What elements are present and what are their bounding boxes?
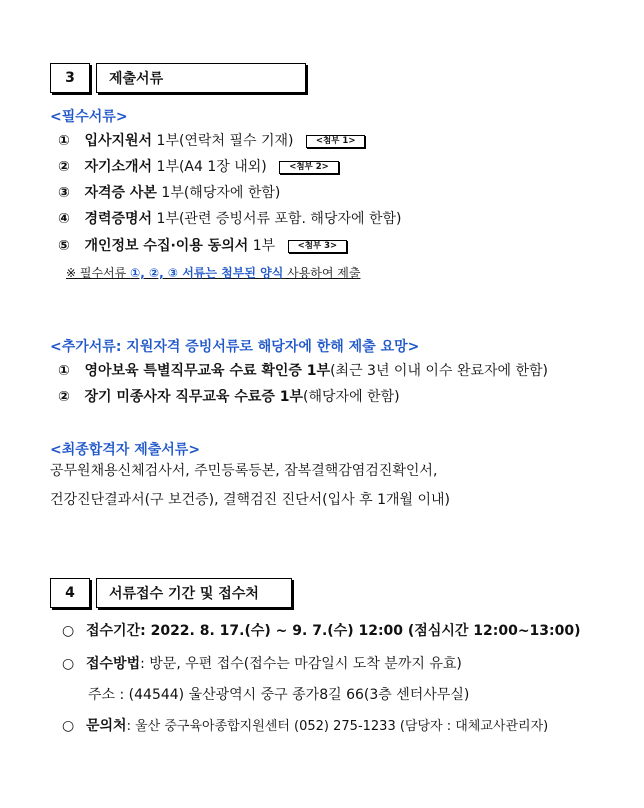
section-number: 3 [50, 63, 90, 93]
section-title: 서류접수 기간 및 접수처 [96, 578, 292, 608]
required-docs-note: ※ 필수서류 ①, ②, ③ 서류는 첨부된 양식 사용하여 제출 [66, 266, 361, 280]
required-item: ② 자기소개서 1부(A4 1장 내외) <첨부 2> [58, 157, 339, 177]
required-item: ④ 경력증명서 1부(관련 증빙서류 포함. 해당자에 한함) [58, 211, 402, 227]
required-docs-header: <필수서류> [50, 109, 128, 125]
submission-method: ○ 접수방법: 방문, 우편 접수(접수는 마감일시 도착 분까지 유효) [62, 656, 462, 672]
section-4-header [50, 578, 292, 608]
attachment-tag: <첨부 2> [279, 161, 339, 174]
required-item: ① 입사지원서 1부(연락처 필수 기재) <첨부 1> [58, 131, 365, 151]
additional-docs-header: <추가서류: 지원자격 증빙서류로 해당자에 한해 제출 요망> [50, 339, 420, 355]
attachment-tag: <첨부 1> [306, 135, 366, 148]
additional-item: ② 장기 미종사자 직무교육 수료증 1부(해당자에 한함) [58, 389, 400, 405]
contact-info: ○ 문의처: 울산 중구육아종합지원센터 (052) 275-1233 (담당자 : 대체교사관리자) [62, 718, 549, 734]
required-item: ③ 자격증 사본 1부(해당자에 한함) [58, 185, 281, 201]
final-docs-line: 건강진단결과서(구 보건증), 결핵검진 진단서(입사 후 1개월 이내) [50, 492, 451, 508]
final-docs-line: 공무원채용신체검사서, 주민등록등본, 잠복결핵감염검진확인서, [50, 463, 438, 479]
required-item: ⑤ 개인정보 수집·이용 동의서 1부 <첨부 3> [58, 236, 347, 256]
submission-address: 주소 : (44544) 울산광역시 중구 종가8길 66(3층 센터사무실) [88, 687, 470, 703]
section-3-header [50, 63, 306, 93]
additional-item: ① 영아보육 특별직무교육 수료 확인증 1부(최근 3년 이내 이수 완료자에 한함) [58, 363, 548, 379]
final-docs-header: <최종합격자 제출서류> [50, 442, 201, 458]
section-number: 4 [50, 578, 90, 608]
submission-period: ○ 접수기간: 2022. 8. 17.(수) ~ 9. 7.(수) 12:00 (점심시간 12:00~13:00) [62, 623, 581, 639]
attachment-tag: <첨부 3> [288, 240, 348, 253]
section-title: 제출서류 [96, 63, 306, 93]
